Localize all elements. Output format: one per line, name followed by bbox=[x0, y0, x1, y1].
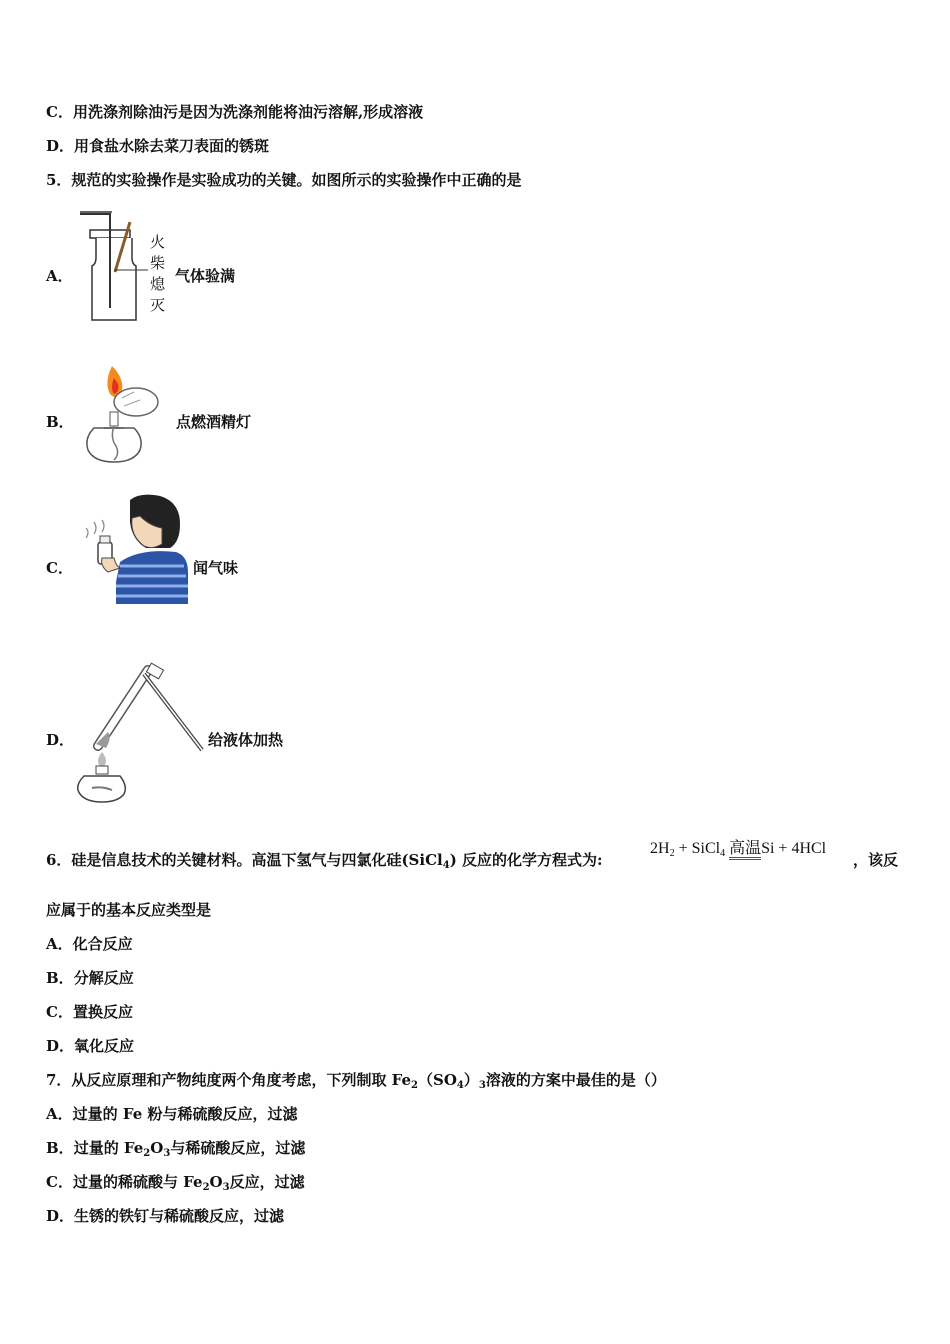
q7-stem: 7．从反应原理和产物纯度两个角度考虑，下列制取 $Fe_2(SO_4)_3$溶液的方案中最佳的是（） bbox=[46, 1071, 666, 1091]
q5-option-a-caption: 气体验满 bbox=[175, 267, 236, 285]
q6-stem-line2: 应属于的基本反应类型是 bbox=[46, 901, 212, 919]
q6-option-a: A．化合反应 bbox=[46, 935, 133, 953]
smelling-boy-figure bbox=[80, 492, 192, 608]
q5-option-d-caption: 给液体加热 bbox=[208, 731, 284, 749]
q6-stem-line1: 6．硅是信息技术的关键材料。高温下氢气与四氯化硅(SiCl$_4$) 反应的化学方程式为: bbox=[46, 851, 603, 871]
q5-stem: 5．规范的实验操作是实验成功的关键。如图所示的实验操作中正确的是 bbox=[46, 171, 522, 189]
q6-option-d: D．氧化反应 bbox=[46, 1037, 135, 1055]
alcohol-lamp-lighting-figure bbox=[74, 362, 174, 470]
q5-option-d-letter: D． bbox=[46, 731, 75, 749]
q7-option-d: D．生锈的铁钉与稀硫酸反应，过滤 bbox=[46, 1207, 285, 1225]
reaction-condition: 高温 bbox=[729, 841, 761, 860]
q5-option-a-letter: A． bbox=[46, 267, 73, 285]
q7-option-b: B．过量的 $Fe_2O_3$与稀硫酸反应，过滤 bbox=[46, 1139, 306, 1159]
q5-option-c-letter: C． bbox=[46, 559, 73, 577]
q4-option-c: C．用洗涤剂除油污是因为洗涤剂能将油污溶解,形成溶液 bbox=[46, 103, 424, 121]
q6-stem-tail: ，该反 bbox=[853, 851, 899, 869]
match-extinguished-label: 火 柴 熄 灭 bbox=[150, 233, 166, 314]
heating-liquid-figure bbox=[72, 662, 212, 804]
q5-option-b-caption: 点燃酒精灯 bbox=[176, 413, 252, 431]
q5-option-c-caption: 闻气味 bbox=[193, 559, 239, 577]
q7-option-a: A．过量的 Fe 粉与稀硫酸反应，过滤 bbox=[46, 1105, 298, 1123]
q5-option-b-letter: B． bbox=[46, 413, 74, 431]
q7-option-c: C．过量的稀硫酸与 $Fe_2O_3$反应，过滤 bbox=[46, 1173, 305, 1193]
chemical-equation: $2H_2$ + SiCl$_4$ 高温Si + 4HCl bbox=[650, 840, 827, 859]
q4-option-d: D．用食盐水除去菜刀表面的锈斑 bbox=[46, 137, 270, 155]
q6-option-b: B．分解反应 bbox=[46, 969, 134, 987]
q6-option-c: C．置换反应 bbox=[46, 1003, 133, 1021]
